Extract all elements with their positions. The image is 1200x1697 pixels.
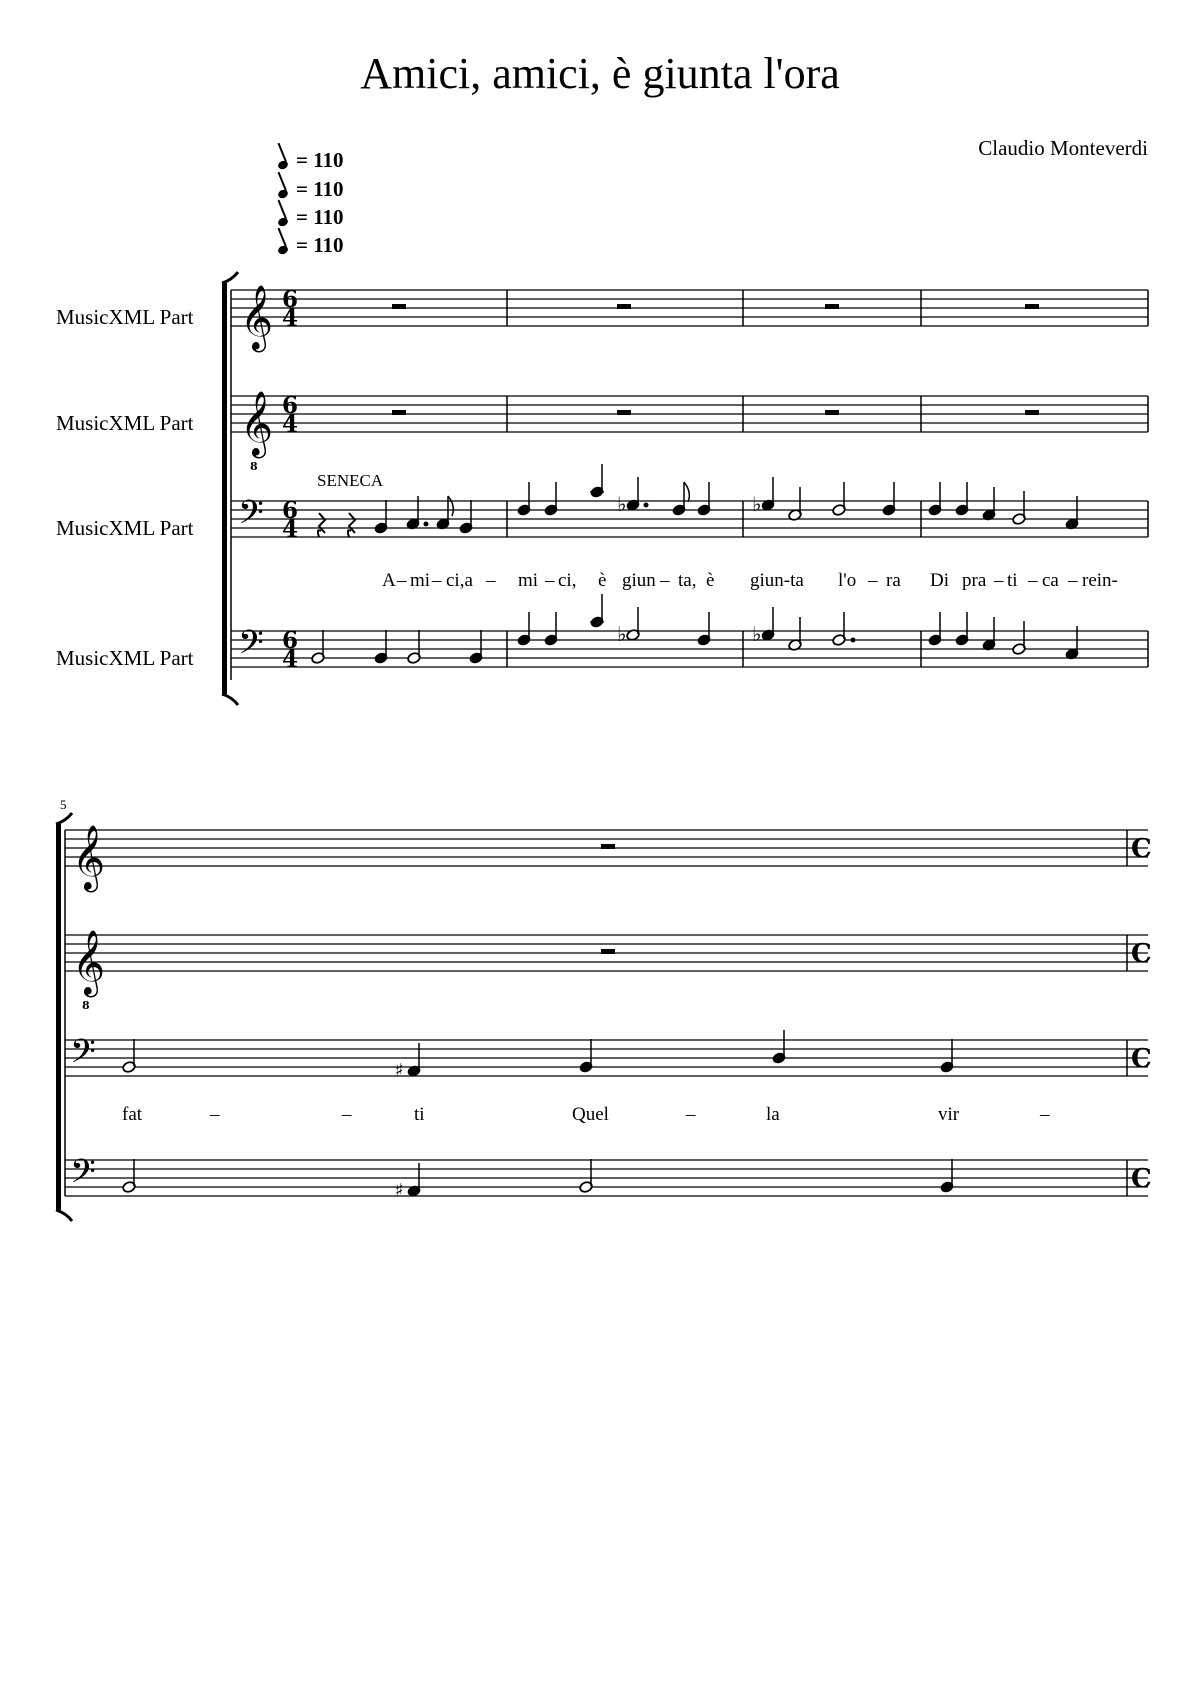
svg-text:C: C — [1131, 1164, 1152, 1194]
bass-notes — [311, 594, 1079, 664]
svg-text:♭: ♭ — [752, 492, 762, 516]
lyric: Quel — [572, 1104, 609, 1125]
lyric: l'o — [838, 570, 857, 591]
bass-clef-icon: 𝄢 — [70, 1153, 96, 1199]
lyric: rein- — [1082, 570, 1118, 591]
part-name-1: MusicXML Part — [56, 305, 194, 329]
treble-clef-8-icon: 𝄞 — [240, 391, 274, 456]
lyric: Di — [930, 570, 949, 591]
lyric: è — [706, 570, 715, 591]
lyric: la — [766, 1104, 780, 1125]
octave-8-mark: 8 — [250, 460, 258, 473]
lyric: pra — [962, 570, 987, 591]
score-title: Amici, amici, è giunta l'ora — [360, 49, 840, 98]
rehearsal-label: SENECA — [317, 471, 384, 490]
lyric: ti — [414, 1104, 425, 1125]
lyric: vir — [938, 1104, 960, 1125]
whole-rests — [601, 844, 615, 954]
lyric: – — [486, 570, 496, 591]
lyric: – — [1040, 1104, 1050, 1125]
svg-text:C: C — [1131, 1044, 1152, 1074]
lyric: – — [342, 1104, 352, 1125]
part-name-2: MusicXML Part — [56, 411, 194, 435]
lyric: giun — [622, 570, 656, 591]
svg-text:♯: ♯ — [395, 1060, 404, 1081]
lyric: ra — [886, 570, 901, 591]
svg-text:4: 4 — [282, 516, 299, 543]
bass-clef-icon: 𝄢 — [238, 494, 264, 540]
lyric: ti — [1007, 570, 1018, 591]
bass-clef-icon: 𝄢 — [238, 624, 264, 670]
svg-text:6: 6 — [282, 627, 299, 654]
measure-number: 5 — [60, 797, 67, 812]
svg-text:♭: ♭ — [617, 492, 627, 516]
tempo-value: = 110 — [296, 233, 344, 257]
lyric: ca — [1042, 570, 1059, 591]
svg-text:♯: ♯ — [395, 1180, 404, 1201]
whole-rests — [392, 304, 1039, 415]
svg-text:4: 4 — [282, 305, 299, 332]
lyric: mi — [518, 570, 539, 591]
octave-8-mark: 8 — [82, 999, 90, 1012]
lyric: – — [432, 570, 442, 591]
lyric: – — [660, 570, 670, 591]
tempo-value: = 110 — [296, 205, 344, 229]
common-time-sign — [1131, 834, 1152, 1194]
bass-clef-icon: 𝄢 — [70, 1033, 96, 1079]
svg-text:4: 4 — [282, 646, 299, 673]
part-name-3: MusicXML Part — [56, 516, 194, 540]
barlines — [507, 290, 1148, 667]
treble-clef-icon: 𝄞 — [72, 825, 106, 890]
lyric: – — [686, 1104, 696, 1125]
svg-text:6: 6 — [282, 286, 299, 313]
time-signature — [282, 286, 298, 673]
svg-text:C: C — [1131, 939, 1152, 969]
svg-text:4: 4 — [282, 411, 299, 438]
lyric: ci, — [558, 570, 577, 591]
part-name-4: MusicXML Part — [56, 646, 194, 670]
lyric: – — [1068, 570, 1078, 591]
lyric: – — [397, 570, 407, 591]
staff-lines — [65, 830, 1148, 1196]
lyric: A — [382, 570, 396, 591]
lyric: fat — [122, 1104, 143, 1125]
seneca-notes — [122, 1030, 954, 1081]
lyric: – — [210, 1104, 220, 1125]
composer: Claudio Monteverdi — [978, 136, 1148, 160]
lyric: – — [1028, 570, 1038, 591]
staff-lines — [231, 290, 1148, 667]
lyric: ci,a — [446, 570, 473, 591]
treble-clef-icon: 𝄞 — [240, 285, 274, 350]
bass-notes — [122, 1159, 954, 1201]
lyric: – — [994, 570, 1004, 591]
lyric: – — [868, 570, 878, 591]
tempo-value: = 110 — [296, 177, 344, 201]
svg-text:♭: ♭ — [752, 622, 762, 646]
svg-text:♭: ♭ — [617, 622, 627, 646]
lyric: giun-ta — [750, 570, 804, 591]
lyric: ta, — [678, 570, 697, 591]
lyric: mi — [410, 570, 431, 591]
tempo-value: = 110 — [296, 148, 344, 172]
treble-clef-8-icon: 𝄞 — [72, 930, 106, 995]
svg-text:C: C — [1131, 834, 1152, 864]
svg-text:6: 6 — [282, 497, 299, 524]
lyric: è — [598, 570, 607, 591]
svg-text:6: 6 — [282, 392, 299, 419]
lyric: – — [545, 570, 555, 591]
